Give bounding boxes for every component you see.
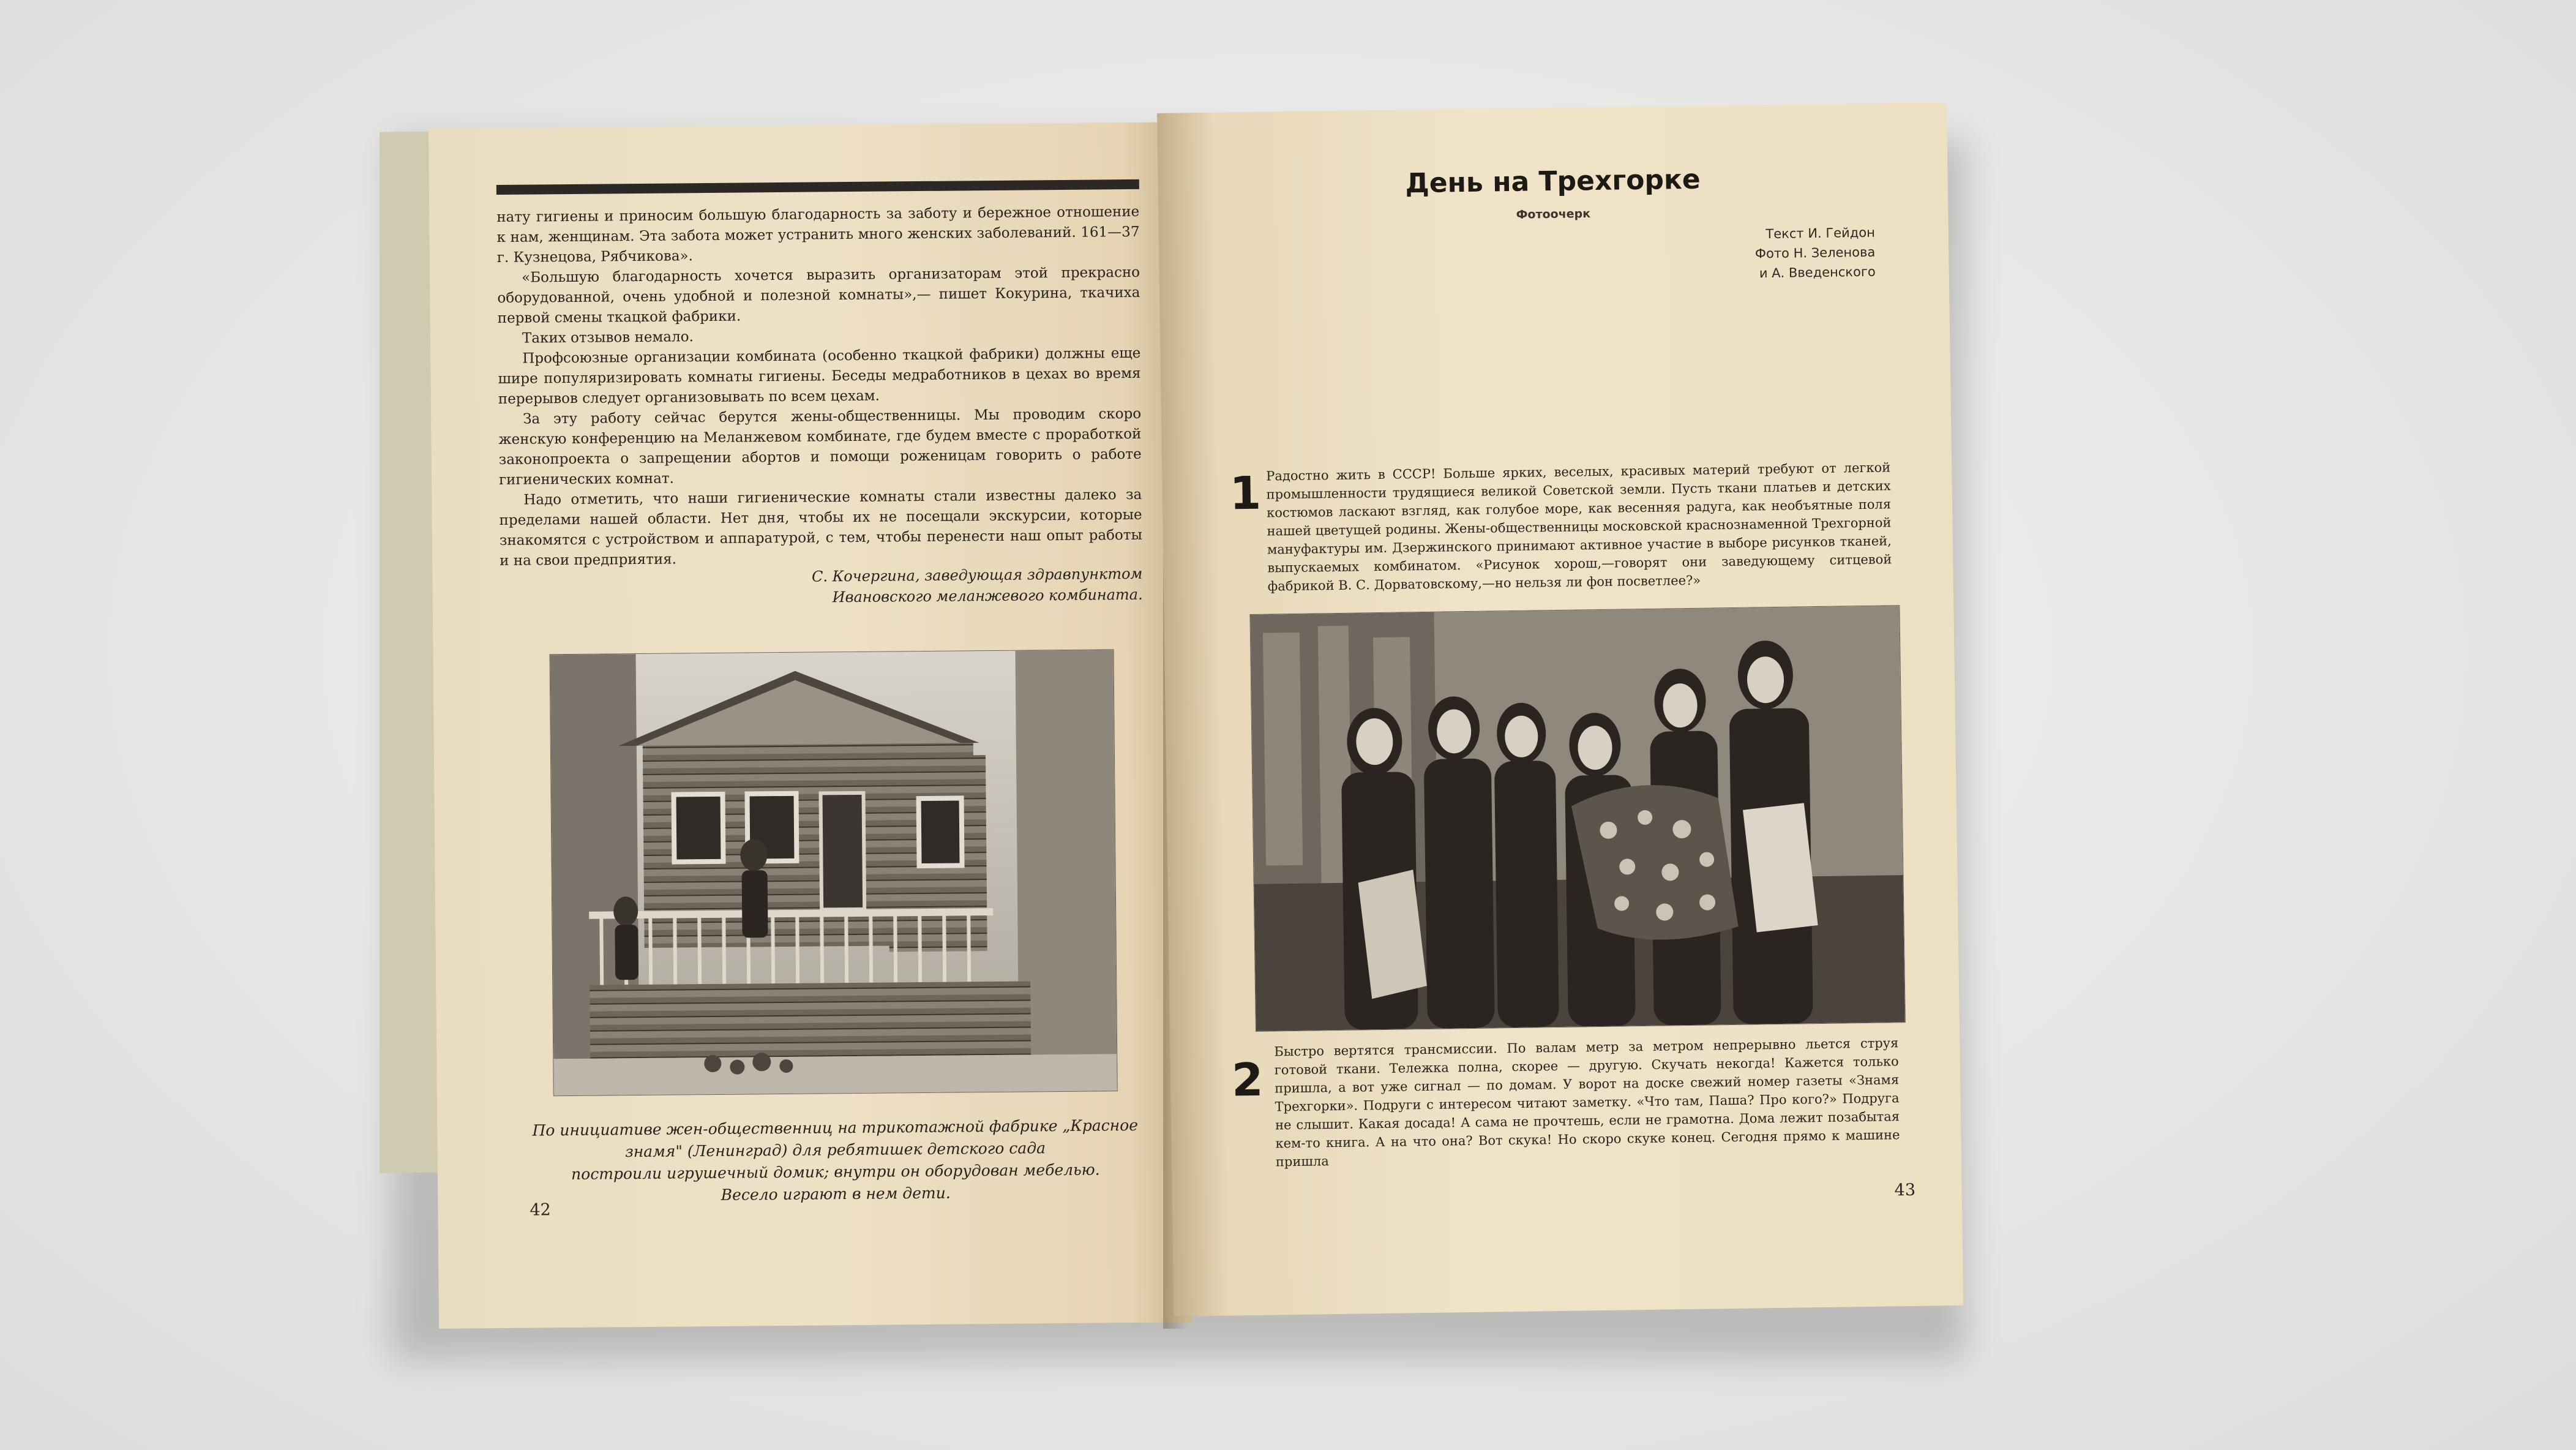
header-rule bbox=[496, 179, 1139, 195]
left-page bbox=[429, 122, 1192, 1329]
article-title: День на Трехгорке bbox=[1405, 163, 1701, 200]
page-number: 42 bbox=[530, 1200, 551, 1220]
paragraph: Таких отзывов немало. bbox=[522, 329, 694, 347]
signature-line: С. Кочергина, заведующая здравпунктом bbox=[811, 565, 1143, 585]
paragraph: Профсоюзные организации комбината (особенно ткацкой фабрики) должны еще шире популяризировать комнаты гигиены. Беседы медработников в цехах во время перерывов следует организовывать по всем цехам. bbox=[498, 345, 1141, 408]
fabric-photo-image bbox=[1250, 606, 1904, 1031]
section-number: 2 bbox=[1231, 1053, 1264, 1107]
caption-line: Весело играют в нем дети. bbox=[721, 1184, 951, 1204]
playhouse-photo-image bbox=[550, 650, 1117, 1095]
paragraph: «Большую благодарность хочется выразить организаторам этой прекрасно оборудованной, очень удобной и полезной комнаты»,— пишет Кокурина, ткачиха первой смены ткацкой фабрики. bbox=[497, 264, 1140, 327]
left-body-text bbox=[496, 202, 1142, 571]
section-1-text: Радостно жить в СССР! Больше ярких, веселых, красивых материй требуют от легкой промышленности трудящиеся великой Советской земли. Пусть ткани платьев и детских костюмов ласкают взгляд, как голубое море, как весенняя радуга, как необъятные поля нашей цветущей родины. Жены-общественницы московской краснознаменной Трехгорной мануфактуры им. Дзержинского принимают активное участие в выборе рисунков тканей, выпускаемых комбинатом. «Рисунок хорош,—говорят они заведующему ситцевой фабрикой В. С. Дорватовскому,—но нельзя ли фон посветлее?» bbox=[1266, 460, 1892, 594]
caption-line: построили игрушечный домик; внутри он оборудован мебелью. bbox=[571, 1160, 1100, 1184]
article-credits bbox=[1667, 223, 1876, 285]
section-2-text: Быстро вертятся трансмиссии. По валам метр за метром непрерывно льется струя готовой ткани. Тележка полна, скорее — другую. Скучать некогда! Кажется только пришла, а вот уже сигнал — по домам. У ворот на доске свежий номер газеты «Знамя Трехгорки». Подруги с интересом читают заметку. «Что там, Паша? Про кого?» Подруга не слышит. Какая досада! А сама не прочтешь, если не грамотна. Дома лежит позабытая кем-то книга. А на что она? Вот скука! Но скоро скуке конец. Сегодня прямо к машине пришла bbox=[1274, 1035, 1900, 1170]
fabric-photo bbox=[1249, 605, 1905, 1032]
playhouse-photo bbox=[549, 649, 1117, 1096]
credit-line: Текст И. Гейдон bbox=[1765, 225, 1875, 242]
paragraph: Надо отметить, что наши гигиенические комнаты стали известны далеко за пределами нашей области. Нет дня, чтобы их не посещали экскурсии, которые знакомятся с устройством и аппаратурой, с тем, чтобы перенести наш опыт работы и на свои предприятия. bbox=[499, 486, 1142, 569]
right-page bbox=[1157, 102, 1963, 1317]
credit-line: Фото Н. Зеленова bbox=[1754, 244, 1876, 261]
signature-line: Ивановского меланжевого комбината. bbox=[832, 585, 1143, 606]
credit-line: и А. Введенского bbox=[1759, 264, 1876, 281]
paragraph: За эту работу сейчас берутся жены-общественницы. Мы проводим скоро женскую конференцию на Меланжевом комбинате, где будем вместе с проработкой законопроекта о запрещении абортов и помощи роженицам говорить о работе гигиенических комнат. bbox=[498, 405, 1142, 489]
section-number: 1 bbox=[1229, 467, 1262, 520]
page-number: 43 bbox=[1894, 1180, 1916, 1200]
caption-line: По инициативе жен-общественниц на трикотажной фабрике „Красное знамя" (Ленинград) для ребятишек детского сада bbox=[532, 1116, 1139, 1161]
author-signature bbox=[579, 563, 1143, 610]
paragraph: нату гигиены и приносим большую благодарность за заботу и бережное отношение к нам, женщинам. Эта забота может устранить много женских заболеваний. 161—37 г. Кузнецова, Рябчикова». bbox=[496, 203, 1140, 266]
photo-caption bbox=[529, 1114, 1142, 1208]
article-subtitle: Фотоочерк bbox=[1516, 207, 1591, 222]
